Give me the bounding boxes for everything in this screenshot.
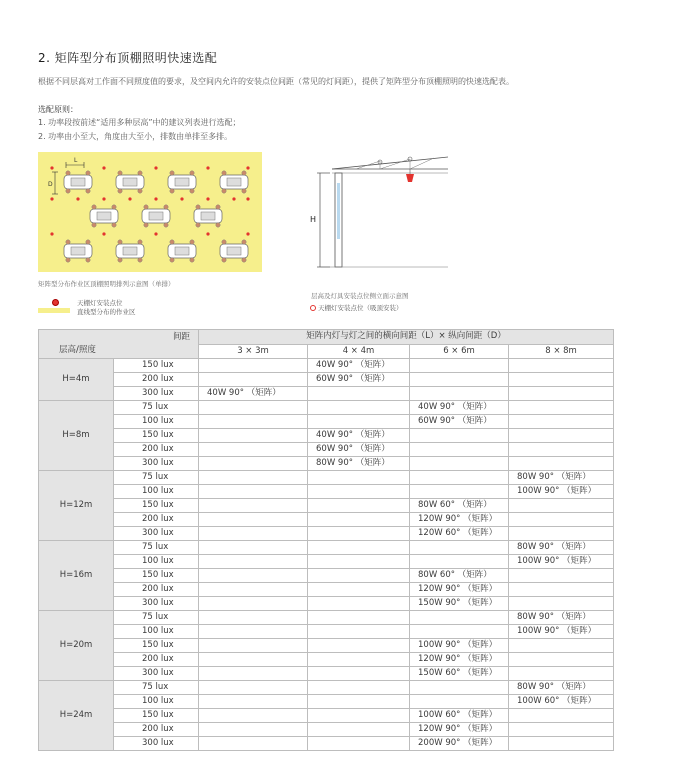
luminaire-spec-cell [308, 723, 410, 737]
luminaire-spec-cell [509, 401, 614, 415]
elevation-caption: 层高及灯具安装点位侧立面示意图 [311, 292, 409, 300]
workstation-icon [64, 240, 92, 262]
luminaire-spec-cell [308, 639, 410, 653]
elevation-svg [306, 155, 451, 275]
luminaire-spec-cell [410, 443, 509, 457]
luminaire-spec-cell: 100W 60° （矩阵） [509, 695, 614, 709]
luminaire-spec-cell [199, 737, 308, 751]
table-row [39, 401, 614, 415]
height-group-label: H=24m [39, 681, 114, 751]
light-point-icon [246, 197, 249, 200]
light-point-icon [102, 197, 105, 200]
height-group-label: H=4m [39, 359, 114, 401]
table-row [39, 583, 614, 597]
luminaire-spec-cell [199, 401, 308, 415]
table-row [39, 653, 614, 667]
table-row [39, 387, 614, 401]
table-row [39, 429, 614, 443]
luminaire-spec-cell [509, 387, 614, 401]
luminaire-spec-cell: 60W 90° （矩阵） [308, 373, 410, 387]
height-lux-corner-label: 层高/照度 [59, 345, 96, 355]
illuminance-cell: 100 lux [114, 625, 199, 639]
table-row [39, 569, 614, 583]
illuminance-cell: 100 lux [114, 415, 199, 429]
light-point-icon [206, 166, 209, 169]
light-point-icon [128, 197, 131, 200]
luminaire-spec-cell [308, 499, 410, 513]
illuminance-cell: 75 lux [114, 471, 199, 485]
luminaire-spec-cell [199, 471, 308, 485]
luminaire-spec-cell [410, 695, 509, 709]
luminaire-spec-cell [308, 401, 410, 415]
table-row [39, 415, 614, 429]
luminaire-spec-cell [199, 569, 308, 583]
luminaire-spec-cell [308, 415, 410, 429]
height-label: H [310, 215, 317, 224]
column-glass [337, 183, 340, 239]
table-row [39, 359, 614, 373]
luminaire-spec-cell: 60W 90° （矩阵） [410, 415, 509, 429]
light-point-icon [246, 166, 249, 169]
luminaire-spec-cell [410, 457, 509, 471]
luminaire-spec-cell [509, 359, 614, 373]
workstation-icon [168, 240, 196, 262]
luminaire-spec-cell [509, 723, 614, 737]
table-row [39, 457, 614, 471]
illuminance-cell: 75 lux [114, 541, 199, 555]
table-row [39, 597, 614, 611]
luminaire-spec-cell [509, 569, 614, 583]
luminaire-spec-cell [509, 737, 614, 751]
luminaire-spec-cell [509, 597, 614, 611]
table-row [39, 681, 614, 695]
luminaire-spec-cell [199, 541, 308, 555]
illuminance-cell: 75 lux [114, 401, 199, 415]
luminaire-spec-cell [199, 709, 308, 723]
workstation-icon [90, 205, 118, 227]
luminaire-spec-cell [509, 429, 614, 443]
luminaire-spec-cell [199, 415, 308, 429]
column-header: 4 × 4m [308, 344, 410, 359]
luminaire-spec-cell [308, 667, 410, 681]
light-point-icon [206, 197, 209, 200]
luminaire-spec-cell [308, 737, 410, 751]
luminaire-spec-cell: 100W 60° （矩阵） [410, 709, 509, 723]
luminaire-spec-cell [199, 373, 308, 387]
luminaire-spec-cell [199, 527, 308, 541]
luminaire-spec-cell: 40W 90° （矩阵） [308, 429, 410, 443]
luminaire-spec-cell [308, 611, 410, 625]
illuminance-cell: 300 lux [114, 527, 199, 541]
plan-svg [38, 152, 262, 272]
luminaire-spec-cell [410, 359, 509, 373]
workstation-icon [142, 205, 170, 227]
table-row [39, 695, 614, 709]
illuminance-cell: 150 lux [114, 709, 199, 723]
light-point-icon [50, 166, 53, 169]
luminaire-spec-cell: 80W 90° （矩阵） [509, 681, 614, 695]
illuminance-cell: 200 lux [114, 723, 199, 737]
table-row [39, 541, 614, 555]
luminaire-spec-cell [509, 639, 614, 653]
luminaire-spec-cell: 100W 90° （矩阵） [509, 485, 614, 499]
ceiling-mount-point-icon [310, 305, 316, 311]
luminaire-spec-cell: 80W 90° （矩阵） [509, 611, 614, 625]
illuminance-cell: 200 lux [114, 583, 199, 597]
luminaire-spec-cell [308, 527, 410, 541]
luminaire-spec-cell [199, 611, 308, 625]
illuminance-cell: 150 lux [114, 359, 199, 373]
table-row [39, 639, 614, 653]
illuminance-cell: 300 lux [114, 737, 199, 751]
luminaire-spec-cell [199, 457, 308, 471]
luminaire-spec-cell [509, 527, 614, 541]
luminaire-spec-cell [410, 485, 509, 499]
luminaire-spec-cell [199, 429, 308, 443]
rule-item: 2. 功率由小至大，角度由大至小，排数由单排至多排。 [38, 132, 233, 141]
luminaire-spec-cell: 120W 60° （矩阵） [410, 527, 509, 541]
luminaire-spec-cell [308, 681, 410, 695]
luminaire-spec-cell [410, 541, 509, 555]
luminaire-spec-cell: 150W 90° （矩阵） [410, 597, 509, 611]
luminaire-spec-cell [199, 485, 308, 499]
table-row [39, 667, 614, 681]
light-point-icon [52, 299, 59, 306]
height-group-label: H=12m [39, 471, 114, 541]
luminaire-spec-cell: 80W 90° （矩阵） [509, 541, 614, 555]
luminaire-spec-cell: 80W 60° （矩阵） [410, 499, 509, 513]
light-point-icon [154, 166, 157, 169]
page-title: 2. 矩阵型分布顶棚照明快速选配 [38, 51, 218, 65]
light-point-icon [232, 197, 235, 200]
height-group-label: H=8m [39, 401, 114, 471]
luminaire-spec-cell [308, 387, 410, 401]
table-row [39, 611, 614, 625]
luminaire-spec-cell [199, 723, 308, 737]
luminaire-spec-cell [308, 513, 410, 527]
rules-heading: 选配原则： [38, 105, 78, 114]
luminaire-spec-cell: 150W 60° （矩阵） [410, 667, 509, 681]
illuminance-cell: 75 lux [114, 611, 199, 625]
dim-l-label: L [74, 157, 78, 164]
table-row [39, 625, 614, 639]
luminaire-spec-cell [410, 681, 509, 695]
illuminance-cell: 300 lux [114, 597, 199, 611]
light-point-icon [76, 197, 79, 200]
light-point-icon [50, 232, 53, 235]
light-point-icon [154, 232, 157, 235]
luminaire-spec-cell [199, 625, 308, 639]
legend-light-label: 天棚灯安装点位 [77, 299, 123, 307]
illuminance-cell: 200 lux [114, 513, 199, 527]
luminaire-spec-cell: 80W 90° （矩阵） [509, 471, 614, 485]
illuminance-cell: 100 lux [114, 485, 199, 499]
workstation-icon [168, 171, 196, 193]
table-corner-header [39, 330, 199, 359]
light-point-icon [206, 232, 209, 235]
luminaire-spec-cell: 100W 90° （矩阵） [509, 555, 614, 569]
matrix-plan-diagram [38, 152, 262, 272]
table-row [39, 555, 614, 569]
luminaire-spec-cell [509, 667, 614, 681]
luminaire-spec-cell [199, 359, 308, 373]
luminaire-spec-cell [308, 555, 410, 569]
luminaire-spec-cell [199, 499, 308, 513]
luminaire-spec-cell [410, 611, 509, 625]
light-point-icon [102, 232, 105, 235]
intro-text: 根据不同层高对工作面不同照度值的要求，及空间内允许的安装点位间距（常见的灯间距），提供了矩阵型分布顶棚照明的快速选配表。 [38, 77, 514, 86]
luminaire-spec-cell [509, 499, 614, 513]
luminaire-spec-cell [308, 597, 410, 611]
luminaire-spec-cell [410, 387, 509, 401]
rule-item: 1. 功率段按前述“适用多种层高”中的建议列表进行选配； [38, 118, 241, 127]
light-point-icon [50, 197, 53, 200]
illuminance-cell: 300 lux [114, 387, 199, 401]
luminaire-spec-cell [308, 709, 410, 723]
table-row [39, 499, 614, 513]
luminaire-spec-cell [509, 513, 614, 527]
luminaire-spec-cell [410, 625, 509, 639]
workstation-icon [116, 171, 144, 193]
luminaire-spec-cell: 100W 90° （矩阵） [410, 639, 509, 653]
workstation-icon [194, 205, 222, 227]
luminaire-spec-cell [509, 443, 614, 457]
light-point-icon [180, 197, 183, 200]
illuminance-cell: 150 lux [114, 569, 199, 583]
table-row [39, 471, 614, 485]
table-row [39, 485, 614, 499]
illuminance-cell: 300 lux [114, 667, 199, 681]
luminaire-spec-cell [199, 443, 308, 457]
quick-selection-table [38, 329, 614, 751]
legend-area-label: 直线型分布的作业区 [77, 308, 136, 316]
luminaire-spec-cell [199, 653, 308, 667]
illuminance-cell: 150 lux [114, 639, 199, 653]
luminaire-spec-cell: 100W 90° （矩阵） [509, 625, 614, 639]
luminaire-spec-cell: 120W 90° （矩阵） [410, 513, 509, 527]
luminaire-spec-cell [509, 457, 614, 471]
ceiling-light-icon [406, 174, 414, 182]
luminaire-spec-cell [199, 583, 308, 597]
workstation-icon [220, 240, 248, 262]
illuminance-cell: 200 lux [114, 653, 199, 667]
luminaire-spec-cell: 60W 90° （矩阵） [308, 443, 410, 457]
plan-caption: 矩阵型分布作业区顶棚照明排列示意图（单排） [38, 280, 175, 288]
luminaire-spec-cell [308, 695, 410, 709]
luminaire-spec-cell: 120W 90° （矩阵） [410, 723, 509, 737]
luminaire-spec-cell [410, 555, 509, 569]
luminaire-spec-cell [308, 583, 410, 597]
luminaire-spec-cell [199, 667, 308, 681]
table-row [39, 373, 614, 387]
luminaire-spec-cell [308, 569, 410, 583]
spacing-corner-label: 间距 [172, 332, 190, 342]
light-point-icon [246, 232, 249, 235]
illuminance-cell: 150 lux [114, 499, 199, 513]
illuminance-cell: 100 lux [114, 555, 199, 569]
luminaire-spec-cell: 40W 90° （矩阵） [308, 359, 410, 373]
luminaire-spec-cell [199, 597, 308, 611]
luminaire-spec-cell [199, 555, 308, 569]
luminaire-spec-cell [509, 415, 614, 429]
table-row [39, 737, 614, 751]
luminaire-spec-cell [509, 653, 614, 667]
luminaire-spec-cell [509, 709, 614, 723]
illuminance-cell: 300 lux [114, 457, 199, 471]
truss-top-chord [332, 157, 448, 169]
luminaire-spec-cell [509, 373, 614, 387]
luminaire-spec-cell [308, 541, 410, 555]
spacing-group-header: 矩阵内灯与灯之间的横向间距（L）× 纵向间距（D） [199, 330, 614, 345]
luminaire-spec-cell: 200W 90° （矩阵） [410, 737, 509, 751]
luminaire-spec-cell [199, 695, 308, 709]
illuminance-cell: 75 lux [114, 681, 199, 695]
elevation-diagram [306, 155, 451, 275]
luminaire-spec-cell [410, 429, 509, 443]
luminaire-spec-cell: 120W 90° （矩阵） [410, 583, 509, 597]
dim-d-label: D [48, 181, 53, 188]
luminaire-spec-cell [199, 681, 308, 695]
illuminance-cell: 150 lux [114, 429, 199, 443]
luminaire-spec-cell: 40W 90° （矩阵） [410, 401, 509, 415]
illuminance-cell: 200 lux [114, 373, 199, 387]
luminaire-spec-cell [410, 471, 509, 485]
table-row [39, 513, 614, 527]
column-header: 6 × 6m [410, 344, 509, 359]
workstation-icon [116, 240, 144, 262]
luminaire-spec-cell [308, 485, 410, 499]
luminaire-spec-cell: 80W 90° （矩阵） [308, 457, 410, 471]
height-group-label: H=20m [39, 611, 114, 681]
luminaire-spec-cell [308, 471, 410, 485]
illuminance-cell: 200 lux [114, 443, 199, 457]
table-row [39, 709, 614, 723]
luminaire-spec-cell [308, 625, 410, 639]
luminaire-spec-cell [410, 373, 509, 387]
light-point-icon [154, 197, 157, 200]
luminaire-spec-cell: 80W 60° （矩阵） [410, 569, 509, 583]
table-row [39, 723, 614, 737]
workstation-icon [220, 171, 248, 193]
table-row [39, 527, 614, 541]
illuminance-cell: 100 lux [114, 695, 199, 709]
light-point-icon [102, 166, 105, 169]
workstation-icon [64, 171, 92, 193]
luminaire-spec-cell: 120W 90° （矩阵） [410, 653, 509, 667]
work-area-swatch [38, 308, 70, 313]
column-header: 3 × 3m [199, 344, 308, 359]
luminaire-spec-cell [199, 513, 308, 527]
elevation-legend-label: 天棚灯安装点位（吸顶安装） [318, 304, 403, 312]
height-group-label: H=16m [39, 541, 114, 611]
column-header: 8 × 8m [509, 344, 614, 359]
luminaire-spec-cell [308, 653, 410, 667]
luminaire-spec-cell: 40W 90° （矩阵） [199, 387, 308, 401]
luminaire-spec-cell [509, 583, 614, 597]
table-row [39, 443, 614, 457]
luminaire-spec-cell [199, 639, 308, 653]
